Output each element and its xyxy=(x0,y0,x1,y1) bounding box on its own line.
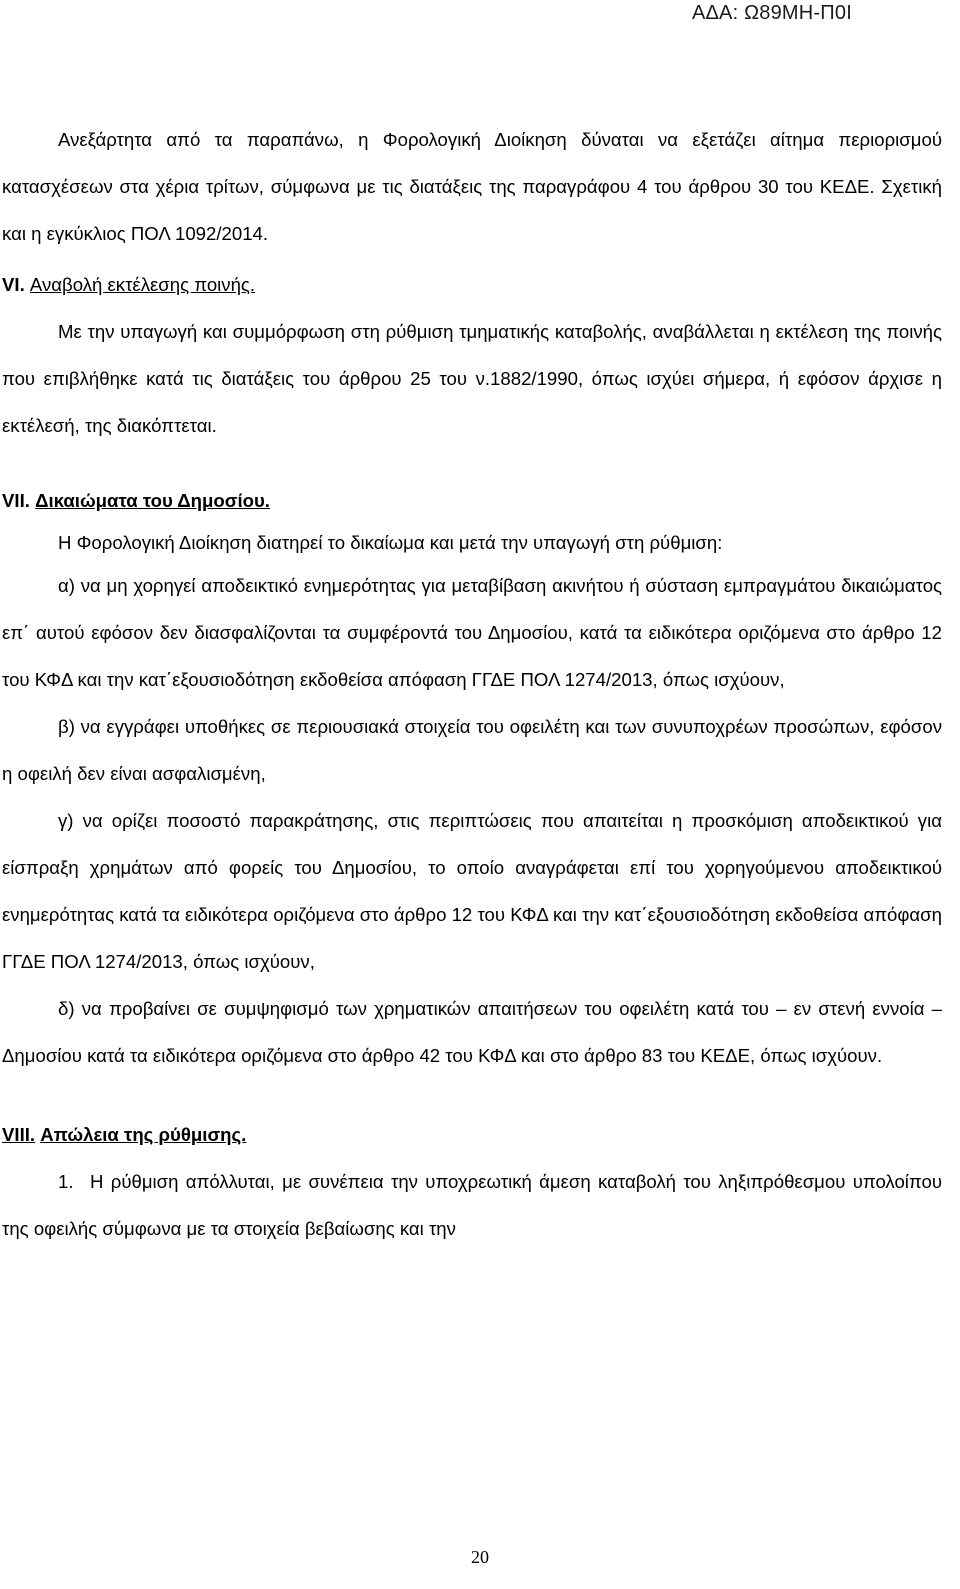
page-number: 20 xyxy=(471,1547,489,1567)
section-vii-intro: Η Φορολογική Διοίκηση διατηρεί το δικαίωμα και μετά την υπαγωγή στη ρύθμιση: xyxy=(58,532,723,553)
section-viii-heading xyxy=(2,1111,942,1158)
intro-paragraph: Ανεξάρτητα από τα παραπάνω, η Φορολογική Διοίκηση δύναται να εξετάζει αίτημα περιορισμού κατασχέσεων στα χέρια τρίτων, σύμφωνα με τις διατάξεις της παραγράφου 4 του άρθρου 30 του ΚΕΔΕ. Σχετική και η εγκύκλιος ΠΟΛ 1092/2014. xyxy=(2,129,942,244)
section-vi-title: Αναβολή εκτέλεσης ποινής. xyxy=(29,274,256,295)
section-vii-item-d: δ) να προβαίνει σε συμψηφισμό των χρηματικών απαιτήσεων του οφειλέτη κατά του – εν στενή εννοία – Δημοσίου κατά τα ειδικότερα οριζόμενα στο άρθρο 42 του ΚΦΔ και στο άρθρο 83 του ΚΕΔΕ, όπως ισχύουν. xyxy=(2,998,942,1066)
section-vii-item-c: γ) να ορίζει ποσοστό παρακράτησης, στις περιπτώσεις που απαιτείται η προσκόμιση αποδεικτικού για είσπραξη χρημάτων από φορείς του Δημοσίου, το οποίο αναγράφεται επί του χορηγούμενου αποδεικτικού ενημερότητας κατά τα ειδικότερα οριζόμενα στο άρθρο 12 του ΚΦΔ και την κατ΄εξουσιοδότηση εκδοθείσα απόφαση ΓΓΔΕ ΠΟΛ 1274/2013, όπως ισχύουν, xyxy=(2,810,942,972)
section-viii-item-1-text: Η ρύθμιση απόλλυται, με συνέπεια την υποχρεωτική άμεση καταβολή του ληξιπρόθεσμου υπολοίπου της οφειλής σύμφωνα με τα στοιχεία βεβαίωσης και την xyxy=(2,1171,942,1239)
section-viii-title: Απώλεια της ρύθμισης. xyxy=(40,1124,247,1145)
section-vi-number: VI. xyxy=(2,274,25,295)
section-vii-heading xyxy=(2,477,942,524)
section-vi-paragraph: Με την υπαγωγή και συμμόρφωση στη ρύθμιση τμηματικής καταβολής, αναβάλλεται η εκτέλεση της ποινής που επιβλήθηκε κατά τις διατάξεις του άρθρου 25 του ν.1882/1990, όπως ισχύει σήμερα, ή εφόσον άρχισε η εκτέλεσή, της διακόπτεται. xyxy=(2,321,942,436)
section-viii-item-1-number: 1. xyxy=(58,1171,74,1192)
section-viii-number: VIII. xyxy=(2,1124,36,1145)
document-body xyxy=(2,116,942,1252)
section-vii-title: Δικαιώματα του Δημοσίου. xyxy=(35,490,270,511)
section-vi-heading xyxy=(2,261,942,308)
section-vii-number: VII. xyxy=(2,490,30,511)
section-viii-item-1 xyxy=(2,1158,942,1252)
section-vii-item-b: β) να εγγράφει υποθήκες σε περιουσιακά στοιχεία του οφειλέτη και των συνυποχρέων προσώπων, εφόσον η οφειλή δεν είναι ασφαλισμένη, xyxy=(2,716,942,784)
ada-code: ΑΔΑ: Ω89ΜΗ-Π0Ι xyxy=(691,2,852,24)
section-vii-item-a: α) να μη χορηγεί αποδεικτικό ενημερότητας για μεταβίβαση ακινήτου ή σύσταση εμπραγμάτου δικαιώματος επ΄ αυτού εφόσον δεν διασφαλίζονται τα συμφέροντά του Δημοσίου, κατά τα ειδικότερα οριζόμενα στο άρθρο 12 του ΚΦΔ και την κατ΄εξουσιοδότηση εκδοθείσα απόφαση ΓΓΔΕ ΠΟΛ 1274/2013, όπως ισχύουν, xyxy=(2,575,942,690)
